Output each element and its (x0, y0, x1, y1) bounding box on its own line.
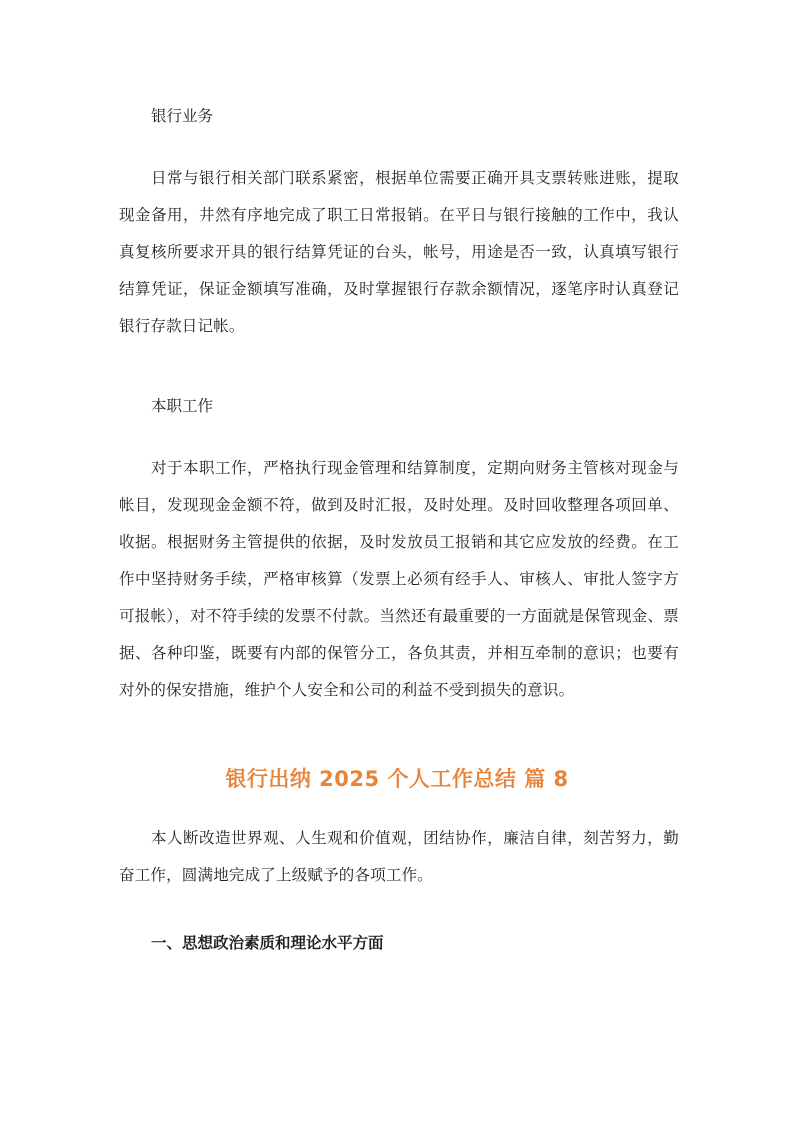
duty-paragraph: 对于本职工作，严格执行现金管理和结算制度，定期向财务主管核对现金与帐目，发现现金金额不符，做到及时汇报，及时处理。及时回收整理各项回单、收据。根据财务主管提供的依据，及时发放员工报销和其它应发放的经费。在工作中坚持财务手续，严格审核算（发票上必须有经手人、审核人、审批人签字方可报帐），对不符手续的发票不付款。当然还有最重要的一方面就是保管现金、票据、各种印鉴，既要有内部的保管分工，各负其责，并相互牵制的意识；也要有对外的保安措施，维护个人安全和公司的利益不受到损失的意识。 (119, 459, 679, 699)
duty-heading: 本职工作 (151, 397, 214, 415)
article-title: 银行出纳 2025 个人工作总结 篇 8 (225, 767, 569, 791)
intro-paragraph: 本人断改造世界观、人生观和价值观，团结协作，廉洁自律，刻苦努力，勤奋工作，圆满地完成了上级赋予的各项工作。 (119, 829, 679, 884)
bank-business-paragraph: 日常与银行相关部门联系紧密，根据单位需要正确开具支票转账进账，提取现金备用，井然有序地完成了职工日常报销。在平日与银行接触的工作中，我认真复核所要求开具的银行结算凭证的台头，帐号，用途是否一致，认真填写银行结算凭证，保证金额填写准确，及时掌握银行存款余额情况，逐笔序时认真登记银行存款日记帐。 (119, 169, 679, 335)
bank-business-heading: 银行业务 (151, 107, 214, 125)
subsection-heading-politics: 一、思想政治素质和理论水平方面 (151, 934, 384, 952)
